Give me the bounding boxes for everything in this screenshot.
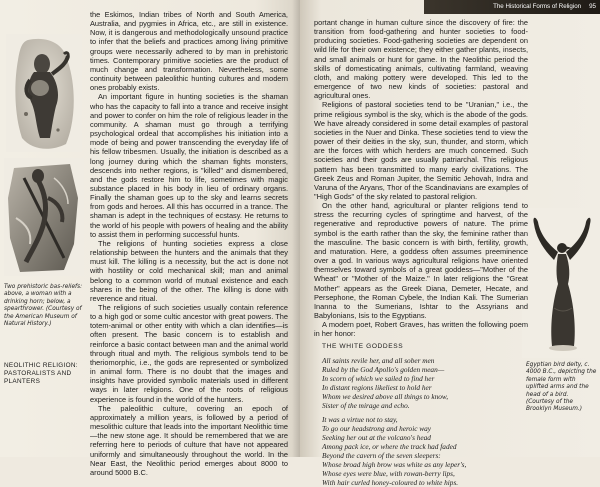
poem-line: Whose eyes were blue, with rowan-berry lips, xyxy=(322,468,455,478)
running-head xyxy=(428,3,596,14)
poem-line: To go our headstrong and heroic way xyxy=(322,423,432,433)
poem-body xyxy=(314,356,528,487)
poem-line: Sister of the mirage and echo. xyxy=(322,400,410,410)
bas-relief-woman-drawing xyxy=(6,34,82,152)
poem-line: Beyond the cavern of the seven sleepers: xyxy=(322,450,441,460)
paragraph: The paleolithic culture, covering an epoch of approximately a million years, is followed by a period of mesolithic culture that leads into the important Neolithic time—the new stone age. It should be remembered that we are referring here to periods of culture that have not appeared uniformly and simultaneously throughout the world. In the Near East, the Neolithic period emerges about 8000 to around 5000 B.C. xyxy=(90,403,288,477)
paragraph: On the other hand, agricultural or planter religions tend to stress the recurring cycles of springtime and harvest, of the regenerative and reproductive powers of nature. The prime symbol is the earth rather than the sky, the feminine rather than the masculine. The basic concern is with birth, fertility, growth, and maturation. Here, a goddess often assumes preeminence over a god. In various ways agricultural religions have oriented themselves toward symbols of a great goddess—"Mother of the Wheat" or "Mother of the Maize." In later religions the "Great Mother" appears as the Greek Diana, Demeter, Hecate, and Persephone, the Roman Cybele, the Indian Kali. The Sumerian Inanna to the Sumerians, Ishtar to the Assyrians and Babylonians, Isis to the Egyptians. xyxy=(314,201,528,320)
paragraph: the Eskimos, Indian tribes of North and South America, Australia, and pygmies in Africa, etc., are still in existence. Now, it is dangerous and methodologically unsound practice to infer that the beliefs and practices among living primitive groups were necessarily adhered to by man in prehistoric times. Contemporary primitive societies are the product of much change and transformation. Nevertheless, some continuity between paleolithic hunting cultures and modern ones probably exists. xyxy=(90,10,288,93)
poem-line: With hair curled honey-coloured to white hips. xyxy=(322,477,459,487)
right-page xyxy=(300,0,600,487)
poem-line: Ruled by the God Apollo's golden mean— xyxy=(322,364,445,374)
poem-title: THE WHITE GODDESS xyxy=(322,343,404,351)
page-number: 95 xyxy=(589,3,596,10)
figure-caption-bas-reliefs: Two prehistoric bas-reliefs: above, a woman with a drinking horn; below, a spearthrower. (Courtesy of the American Museum of Natural History.) xyxy=(4,284,83,328)
paragraph: The religions of such societies usually contain reference to a high god or some cultic ancestor with great powers. The totem-animal or other entity with which a clan identifies—is often present. The basic concern is to establish and reinforce a basic contact between man and the animal world through ritual and myth. The religious symbols tend to be theriomorphic, i.e., the gods are represented or symbolized in animal form. There is no doubt that the images and insights have provided symbolic materials used in different ways in later religions. One of the roots of religious experience is found in the world of the hunters. xyxy=(90,303,288,404)
paragraph: portant change in human culture since the discovery of fire: the transition from food-gathering and hunter societies to food-producing societies. Food-gathering societies are dependent on wild life for their own existence; they either gather plants, insects, and small animals or hunt for game. In the Neolithic period the skills of domesticating animals, cultivating farmland, weaving cloth, and making pottery were developed. This led to the emergence of two new kinds of societies: pastoral and agricultural ones. xyxy=(314,18,528,101)
bird-deity-figurine-drawing xyxy=(522,208,600,358)
right-body-text xyxy=(314,18,528,487)
poem-line: All saints revile her, and all sober men xyxy=(322,355,435,365)
poem-line: In distant regions likeliest to hold her xyxy=(322,382,432,392)
bas-relief-spearthrower-drawing xyxy=(4,158,84,276)
paragraph: A modern poet, Robert Graves, has written the following poem in her honor: xyxy=(314,320,528,339)
paragraph: Religions of pastoral societies tend to be "Uranian," i.e., the prime religious symbol is the sky, which is the abode of the gods. We have already considered in some detail examples of pastoral societies in the Nuer and Dinka. These societies tend to view the power of their deities in the sky, sun, thunder, and storm, which are the forces with which herders are much concerned. Such societies and their gods are usually patriarchal. This religious pattern has been transmitted to many early civilizations. The Greek Zeus and Roman Jupiter, the Semitic Jehovah, Indra and Varuna of the Aryans, Thor of the Scandinavians are examples of "High Gods" of the sky related to pastoral religion. xyxy=(314,100,528,201)
poem-line: Among pack ice, or where the track had faded xyxy=(322,441,457,451)
side-heading-neolithic-religion: NEOLITHIC RELIGION: PASTORALISTS AND PLANTERS xyxy=(4,362,78,385)
paragraph: An important figure in hunting societies is the shaman who has the capacity to fall into a trance and receive insight and power to confer on him the role of religious leader in the community. A shaman must go through a terrifying psychological ordeal that accomplishes his initiation into a mode of being and power transcending the everyday life of his fellow tribesmen. Usually, the initiation is described as a long journey during which the shaman fights monsters, descends into nether regions, is "killed" and dismembered, and the gods restore him to life, sometimes with magic substance placed in his body in lieu of ordinary organs. Finally the shaman goes up to the sky and learns secrets from gods and heroes. All this has occurred in a trance. The shaman is adept in the techniques of ecstasy. He returns to the world of his people with powers of healing and the ability to assist them in performing successful hunts. xyxy=(90,92,288,239)
bas-relief-spearthrower-image xyxy=(4,158,84,276)
running-head-title: The Historical Forms of Religion xyxy=(493,3,582,10)
paragraph: The religions of hunting societies express a close relationship between the hunters and the animals that they must kill. The killing is a necessity, but the act is done not with hostility or cold mechanical skill; man and animal belong to a common world of mutual existence and each shares in the being of the other. The killing is done with reverence and ritual. xyxy=(90,238,288,303)
egyptian-bird-deity-image xyxy=(522,208,600,358)
figure-caption-bird-deity: Egyptian bird deity, c. 4000 B.C., depicting the female form with uplifted arms and the head of a bird. (Courtesy of the Brooklyn Museum.) xyxy=(526,362,597,413)
left-body-text xyxy=(90,10,288,477)
poem-line: It was a virtue not to stay, xyxy=(322,414,398,424)
poem-line: Whom we desired above all things to know, xyxy=(322,391,449,401)
bas-relief-woman-image xyxy=(6,34,82,152)
poem-line: Whose broad high brow was white as any leper's, xyxy=(322,459,467,469)
left-page xyxy=(0,0,300,477)
poem-line: In scorn of which we sailed to find her xyxy=(322,373,435,383)
poem-line: Seeking her out at the volcano's head xyxy=(322,432,431,442)
